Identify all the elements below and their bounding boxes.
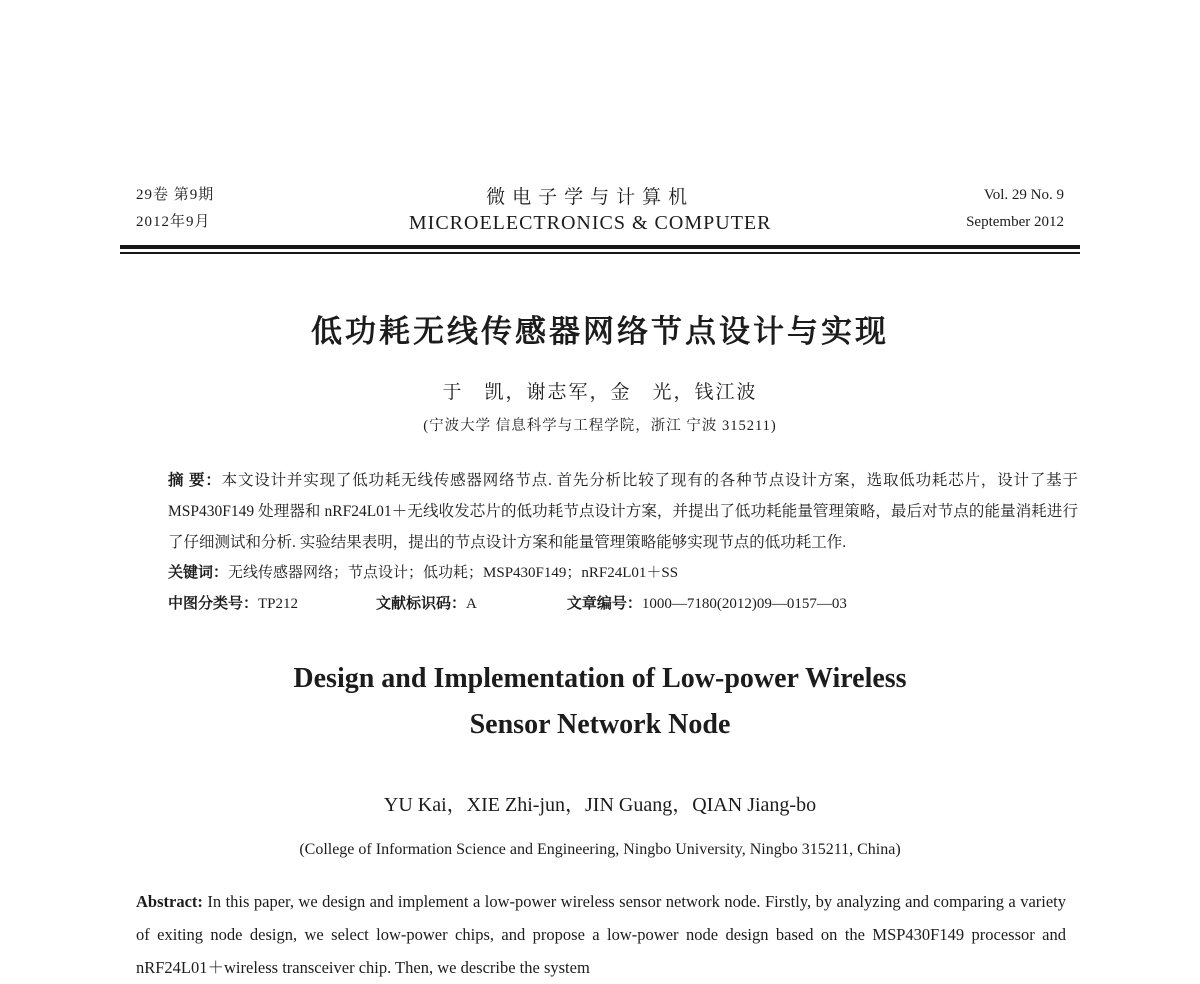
- classification-line: [168, 589, 1078, 620]
- keywords-line: [168, 558, 1078, 589]
- header-divider-thin-line: [120, 252, 1080, 254]
- abstract-cn: [168, 465, 1078, 558]
- clc-segment: [168, 589, 298, 620]
- abstract-text-cn: 本文设计并实现了低功耗无线传感器网络节点. 首先分析比较了现有的各种节点设计方案，选取低功耗芯片，设计了基于 MSP430F149 处理器和 nRF24L01＋无线收发芯片的低功耗节点设计方案，并提出了低功耗能量管理策略，最后对节点的能量消耗进行了仔细测试和分析. 实验结果表明，提出的节点设计方案和能量管理策略能够实现节点的低功耗工作.: [168, 472, 1078, 551]
- journal-title-cn: 微电子学与计算机: [486, 187, 695, 208]
- authors-cn: 于 凯，谢志军，金 光，钱江波: [442, 382, 758, 403]
- abstract-label-en: Abstract:: [136, 892, 203, 911]
- journal-issue-info-cn: [136, 182, 214, 235]
- paper-title-en-line2: Sensor Network Node: [469, 709, 731, 740]
- authors-en: YU Kai，XIE Zhi-jun，JIN Guang，QIAN Jiang-bo: [383, 794, 817, 816]
- doc-code-label: 文献标识码：: [376, 596, 467, 612]
- journal-title-en: MICROELECTRONICS & COMPUTER: [408, 212, 772, 234]
- article-id-value: 1000—7180(2012)09—0157—03: [641, 596, 847, 612]
- abstract-en: [136, 885, 1066, 984]
- issue-volume-cn: 29卷 第9期: [136, 187, 215, 204]
- keywords-label: 关键词：: [168, 565, 229, 581]
- header-divider: [120, 245, 1080, 254]
- issue-date-en: September 2012: [966, 213, 1064, 230]
- header-divider-thick-line: [120, 245, 1080, 249]
- clc-value: TP212: [258, 596, 299, 612]
- doc-code-value: A: [466, 596, 477, 612]
- paper-title-en-line1: Design and Implementation of Low-power Wireless: [293, 663, 907, 694]
- keywords-text: 无线传感器网络；节点设计；低功耗；MSP430F149；nRF24L01＋SS: [228, 565, 679, 581]
- affiliation-cn: (宁波大学 信息科学与工程学院，浙江 宁波 315211): [423, 418, 777, 434]
- affiliation-en: (College of Information Science and Engineering, Ningbo University, Ningbo 315211, China): [299, 841, 901, 858]
- abstract-label-cn: 摘 要：: [168, 472, 222, 489]
- journal-issue-info-en: [966, 182, 1064, 235]
- paper-title-cn: 低功耗无线传感器网络节点设计与实现: [311, 314, 889, 349]
- paper-page: [120, 0, 1080, 984]
- journal-header: [120, 182, 1080, 235]
- doc-code-segment: [376, 589, 477, 620]
- issue-volume-en: Vol. 29 No. 9: [983, 187, 1064, 204]
- article-id-label: 文章编号：: [566, 596, 642, 612]
- issue-date-cn: 2012年9月: [136, 213, 211, 230]
- paper-title-en: [120, 656, 1080, 748]
- clc-label: 中图分类号：: [168, 596, 259, 612]
- journal-title-block: [409, 182, 772, 235]
- article-id-segment: [567, 589, 847, 620]
- abstract-text-en: In this paper, we design and implement a low-power wireless sensor network node. Firstly, by analyzing and comparing a variety of exiting node design, we select low-power chips, and propose a low-power node design based on the MSP430F149 processor and nRF24L01＋wireless transceiver chip. Then, we describe the system: [136, 892, 1067, 977]
